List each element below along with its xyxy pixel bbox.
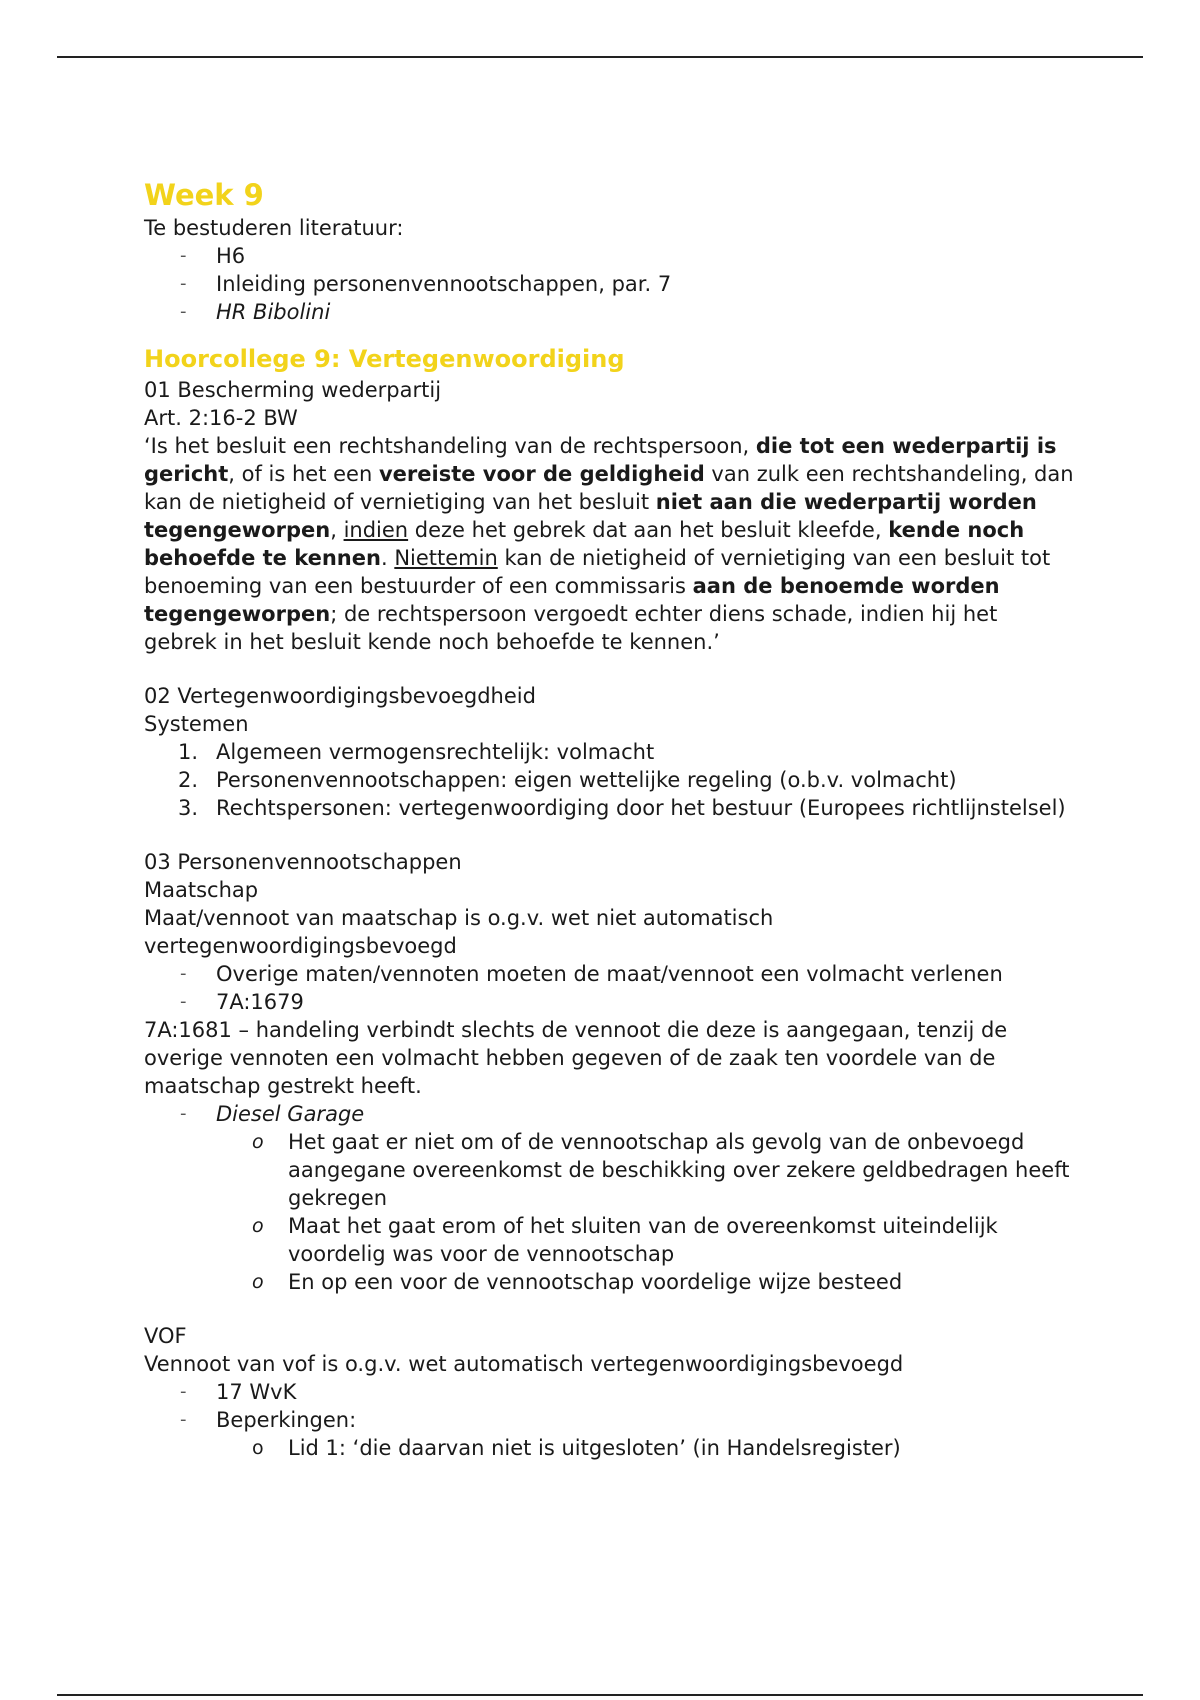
quote-bold: niet aan die wederpartij worden tegengeworpen xyxy=(144,490,1037,542)
article-ref: Art. 2:16-2 BW xyxy=(144,406,298,430)
dash-bullet: - xyxy=(180,963,187,984)
bottom-rule xyxy=(57,1694,1143,1696)
paragraph: 7A:1681 – handeling verbindt slechts de vennoot die deze is aangegaan, tenzij de overige vennoten een volmacht hebben gegeven of de zaak ten voordele van de maatschap gestrekt heeft. xyxy=(144,1018,1008,1098)
section-subheading: VOF xyxy=(144,1324,187,1348)
list-item xyxy=(144,766,1074,794)
circle-bullet: o xyxy=(252,1131,264,1153)
circle-bullet: o xyxy=(252,1271,264,1293)
dash-bullet: - xyxy=(180,301,187,322)
list-item xyxy=(144,960,1074,988)
list-item xyxy=(144,794,1074,822)
list-item-text: Beperkingen: xyxy=(216,1408,357,1432)
list-item-text: Lid 1: ‘die daarvan niet is uitgesloten’ (in Handelsregister) xyxy=(288,1436,901,1460)
maatschap-list xyxy=(144,960,1074,1016)
quote-underlined: indien xyxy=(343,518,409,542)
top-rule xyxy=(57,56,1143,58)
list-item xyxy=(144,242,1074,270)
quote-text: deze het gebrek dat aan het besluit kleefde, xyxy=(408,518,889,542)
list-item xyxy=(144,738,1074,766)
article-quote xyxy=(144,432,1074,656)
spacer xyxy=(144,822,1074,848)
list-item xyxy=(144,1406,1074,1434)
section-heading: 03 Personenvennootschappen xyxy=(144,850,462,874)
list-item xyxy=(144,298,1074,326)
systems-list xyxy=(144,738,1074,822)
list-item-text: HR Bibolini xyxy=(216,300,331,324)
literature-intro: Te bestuderen literatuur: xyxy=(144,216,404,240)
quote-text: ‘Is het besluit een rechtshandeling van de rechtspersoon, xyxy=(144,434,756,458)
lecture-title: Hoorcollege 9: Vertegenwoordiging xyxy=(144,345,625,373)
list-item-text: Inleiding personenvennootschappen, par. 7 xyxy=(216,272,672,296)
dash-bullet: - xyxy=(180,245,187,266)
quote-text: van zulk een rechtshandeling, dan kan de nietigheid of vernietiging van het besluit xyxy=(144,462,1074,514)
list-item xyxy=(144,988,1074,1016)
section-heading: 02 Vertegenwoordigingsbevoegdheid xyxy=(144,684,536,708)
quote-text: . xyxy=(380,546,395,570)
circle-bullet: o xyxy=(252,1215,264,1237)
number-marker: 2. xyxy=(178,768,199,792)
dash-bullet: - xyxy=(180,1103,187,1124)
list-item xyxy=(144,1100,1074,1128)
dash-bullet: - xyxy=(180,1381,187,1402)
list-item-text: Het gaat er niet om of de vennootschap als gevolg van de onbevoegd aangegane overeenkomst de beschikking over zekere geldbedragen heeft gekregen xyxy=(288,1130,1070,1210)
document-body xyxy=(144,176,1074,1462)
literature-list xyxy=(144,242,1074,326)
spacer xyxy=(144,1296,1074,1322)
quote-bold: kende noch behoefde te kennen xyxy=(144,518,1025,570)
dash-bullet: - xyxy=(180,273,187,294)
paragraph: Maat/vennoot van maatschap is o.g.v. wet niet automatisch vertegenwoordigingsbevoegd xyxy=(144,906,774,958)
quote-text: , xyxy=(330,518,344,542)
list-item xyxy=(144,1212,1074,1268)
quote-text: , of is het een xyxy=(228,462,379,486)
quote-text: ; de rechtspersoon vergoedt echter diens schade, indien hij het gebrek in het besluit kende noch behoefde te kennen.’ xyxy=(144,602,998,654)
quote-underlined: Niettemin xyxy=(394,546,498,570)
number-marker: 1. xyxy=(178,740,199,764)
list-item-text: Rechtspersonen: vertegenwoordiging door het bestuur (Europees richtlijnstelsel) xyxy=(216,796,1066,820)
list-item-text: Personenvennootschappen: eigen wettelijke regeling (o.b.v. volmacht) xyxy=(216,768,957,792)
vof-list xyxy=(144,1378,1074,1434)
list-item-text: En op een voor de vennootschap voordelige wijze besteed xyxy=(288,1270,903,1294)
list-item-text: 17 WvK xyxy=(216,1380,297,1404)
paragraph: Vennoot van vof is o.g.v. wet automatisch vertegenwoordigingsbevoegd xyxy=(144,1352,904,1376)
quote-bold: aan de benoemde worden tegengeworpen xyxy=(144,574,1000,626)
case-name: Diesel Garage xyxy=(216,1102,365,1126)
quote-text: kan de nietigheid of vernietiging van een besluit tot benoeming van een bestuurder of een commissaris xyxy=(144,546,1051,598)
list-item xyxy=(144,1434,1074,1462)
section-heading: 01 Bescherming wederpartij xyxy=(144,378,442,402)
circle-bullet: o xyxy=(252,1437,264,1459)
number-marker: 3. xyxy=(178,796,199,820)
case-points-list xyxy=(144,1128,1074,1296)
list-item xyxy=(144,1268,1074,1296)
list-item xyxy=(144,1378,1074,1406)
list-item-text: 7A:1679 xyxy=(216,990,304,1014)
list-item-text: H6 xyxy=(216,244,246,268)
list-item xyxy=(144,270,1074,298)
dash-bullet: - xyxy=(180,991,187,1012)
quote-bold: vereiste voor de geldigheid xyxy=(378,462,705,486)
list-item xyxy=(144,1128,1074,1212)
week-title: Week 9 xyxy=(144,178,264,212)
section-subheading: Maatschap xyxy=(144,878,259,902)
section-subheading: Systemen xyxy=(144,712,249,736)
list-item-text: Overige maten/vennoten moeten de maat/vennoot een volmacht verlenen xyxy=(216,962,1003,986)
quote-bold: die tot een wederpartij is gericht xyxy=(144,434,1057,486)
list-item-text: Maat het gaat erom of het sluiten van de overeenkomst uiteindelijk voordelig was voor de vennootschap xyxy=(288,1214,998,1266)
list-item-text: Algemeen vermogensrechtelijk: volmacht xyxy=(216,740,655,764)
case-list xyxy=(144,1100,1074,1128)
spacer xyxy=(144,656,1074,682)
vof-sub-list xyxy=(144,1434,1074,1462)
dash-bullet: - xyxy=(180,1409,187,1430)
